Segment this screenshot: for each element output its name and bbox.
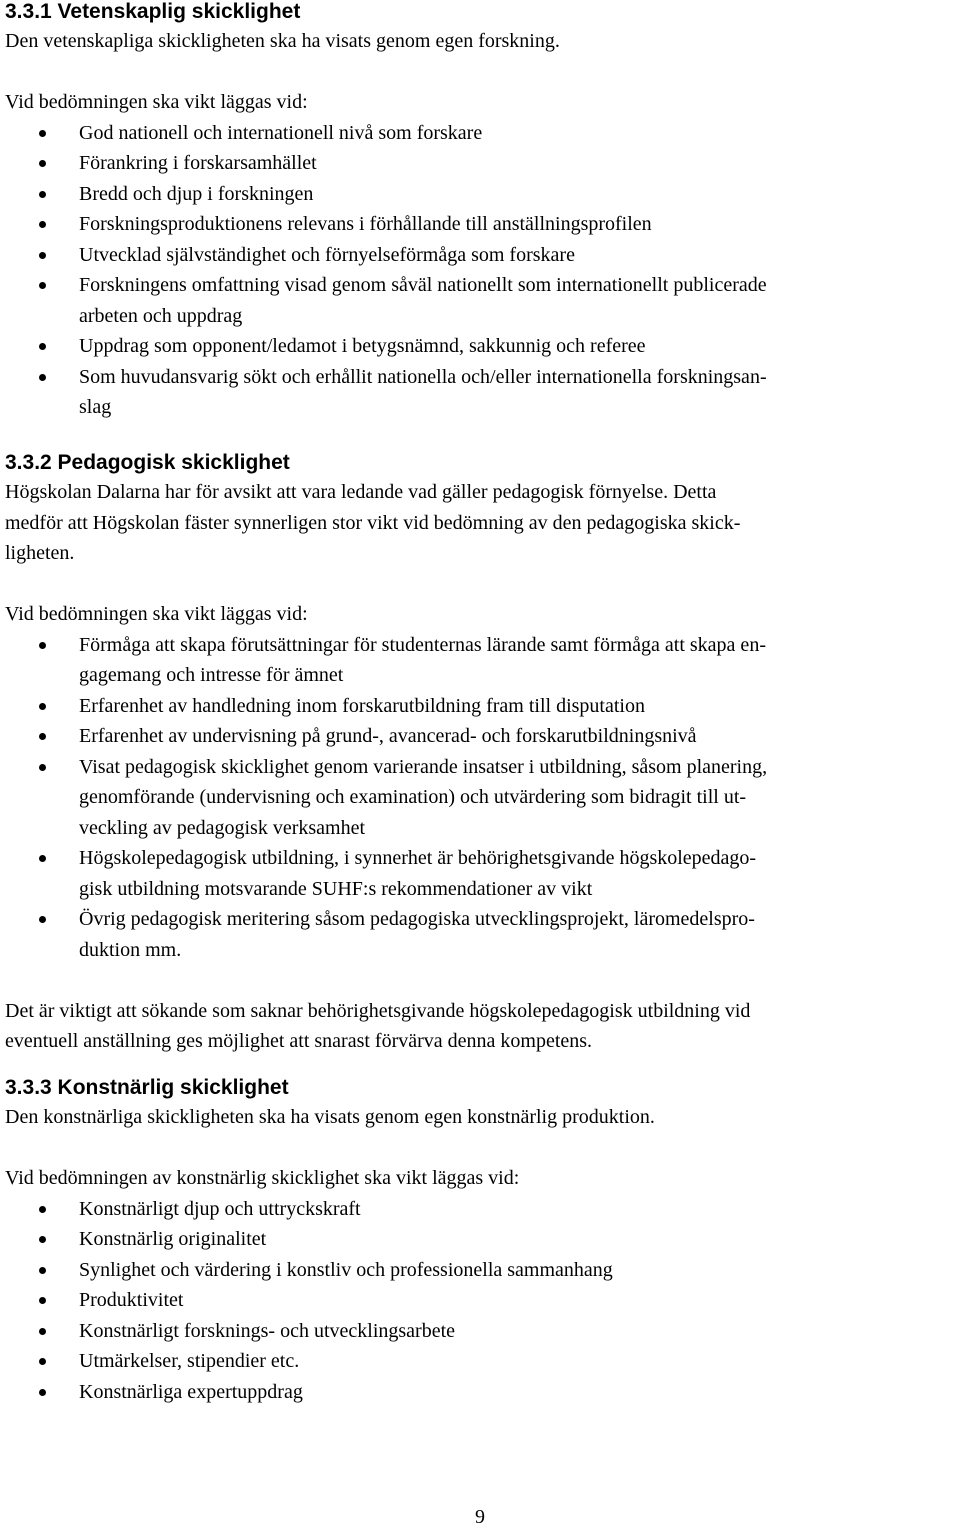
- section-3-3-2: [5, 448, 955, 1057]
- bullet-icon: [39, 191, 46, 198]
- text-line: Det är viktigt att sökande som saknar behörighetsgivande högskolepedagogisk utbildning vid: [5, 999, 751, 1022]
- list-item-text: Bredd och djup i forskningen: [79, 182, 314, 205]
- list-item-text: gisk utbildning motsvarande SUHF:s rekommendationer av vikt: [79, 877, 593, 900]
- bullet-icon: [39, 221, 46, 228]
- list-item: [5, 843, 955, 904]
- list-item-text: God nationell och internationell nivå som forskare: [79, 121, 483, 144]
- bullet-icon: [39, 1328, 46, 1335]
- bullet-list: [5, 118, 955, 423]
- list-item: [5, 630, 955, 691]
- list-item: [5, 1316, 955, 1347]
- list-item-text: Utmärkelser, stipendier etc.: [79, 1350, 300, 1372]
- section-lead: Vid bedömningen ska vikt läggas vid:: [5, 603, 308, 625]
- list-item-text: Förankring i forskarsamhället: [79, 152, 317, 174]
- list-item-text: Synlighet och värdering i konstliv och professionella sammanhang: [79, 1258, 613, 1281]
- bullet-icon: [39, 282, 46, 289]
- list-item-text: veckling av pedagogisk verksamhet: [79, 816, 366, 839]
- list-item-text: gagemang och intresse för ämnet: [79, 664, 344, 686]
- list-item: [5, 118, 955, 149]
- section-closing: [5, 996, 955, 1057]
- bullet-icon: [39, 855, 46, 862]
- list-item-text: Konstnärliga expertuppdrag: [79, 1380, 303, 1403]
- list-item: [5, 1285, 955, 1316]
- list-item: [5, 1194, 955, 1225]
- bullet-icon: [39, 1206, 46, 1213]
- list-item: [5, 331, 955, 362]
- bullet-icon: [39, 642, 46, 649]
- list-item: [5, 240, 955, 271]
- text-line: Högskolan Dalarna har för avsikt att vara ledande vad gäller pedagogisk förnyelse. Detta: [5, 481, 717, 503]
- bullet-list: [5, 1194, 955, 1408]
- list-item-text: Konstnärligt djup och uttryckskraft: [79, 1197, 361, 1220]
- section-intro: Den vetenskapliga skickligheten ska ha visats genom egen forskning.: [5, 30, 560, 52]
- list-item-text: Erfarenhet av undervisning på grund-, avancerad- och forskarutbildningsnivå: [79, 725, 697, 747]
- list-item: [5, 148, 955, 179]
- section-lead: Vid bedömningen ska vikt läggas vid:: [5, 91, 308, 113]
- list-item-text: Högskolepedagogisk utbildning, i synnerhet är behörighetsgivande högskolepedago-: [79, 847, 757, 869]
- bullet-list: [5, 630, 955, 966]
- bullet-icon: [39, 343, 46, 350]
- list-item: [5, 209, 955, 240]
- bullet-icon: [39, 374, 46, 381]
- bullet-icon: [39, 160, 46, 167]
- list-item: [5, 1377, 955, 1408]
- section-intro: [5, 477, 955, 569]
- list-item: [5, 691, 955, 722]
- list-item-text: Konstnärligt forsknings- och utvecklingsarbete: [79, 1319, 456, 1342]
- section-3-3-1: [5, 0, 955, 423]
- list-item-text: Förmåga att skapa förutsättningar för studenternas lärande samt förmåga att skapa en-: [79, 633, 766, 656]
- section-heading: 3.3.1 Vetenskaplig skicklighet: [5, 0, 301, 23]
- list-item-text: Produktivitet: [79, 1289, 184, 1311]
- list-item-text: Visat pedagogisk skicklighet genom varierande insatser i utbildning, såsom planering,: [79, 755, 768, 778]
- list-item: [5, 904, 955, 965]
- bullet-icon: [39, 1267, 46, 1274]
- list-item: [5, 752, 955, 844]
- list-item-text: Forskningsproduktionens relevans i förhållande till anställningsprofilen: [79, 213, 652, 235]
- page-number: 9: [475, 1506, 485, 1528]
- bullet-icon: [39, 1358, 46, 1365]
- list-item-text: Övrig pedagogisk meritering såsom pedagogiska utvecklingsprojekt, läromedelspro-: [79, 908, 755, 930]
- text-line: medför att Högskolan fäster synnerligen stor vikt vid bedömning av den pedagogiska skick-: [5, 511, 741, 534]
- list-item-text: Forskningens omfattning visad genom såväl nationellt som internationellt publicerade: [79, 274, 767, 296]
- bullet-icon: [39, 1236, 46, 1243]
- text-line: eventuell anställning ges möjlighet att snarast förvärva denna kompetens.: [5, 1030, 593, 1052]
- section-intro: Den konstnärliga skickligheten ska ha visats genom egen konstnärlig produktion.: [5, 1106, 655, 1128]
- list-item-text: Konstnärlig originalitet: [79, 1228, 267, 1250]
- section-3-3-3: [5, 1073, 955, 1407]
- list-item-text: Som huvudansvarig sökt och erhållit nationella och/eller internationella forskningsan-: [79, 365, 767, 388]
- list-item: [5, 270, 955, 331]
- bullet-icon: [39, 764, 46, 771]
- list-item-text: Uppdrag som opponent/ledamot i betygsnämnd, sakkunnig och referee: [79, 335, 646, 357]
- list-item-text: Erfarenhet av handledning inom forskarutbildning fram till disputation: [79, 694, 645, 717]
- bullet-icon: [39, 1389, 46, 1396]
- bullet-icon: [39, 252, 46, 259]
- bullet-icon: [39, 1297, 46, 1304]
- section-lead: Vid bedömningen av konstnärlig skicklighet ska vikt läggas vid:: [5, 1167, 520, 1189]
- list-item: [5, 362, 955, 423]
- list-item-text: arbeten och uppdrag: [79, 304, 243, 327]
- list-item-text: slag: [79, 396, 112, 418]
- list-item: [5, 179, 955, 210]
- bullet-icon: [39, 916, 46, 923]
- list-item: [5, 1255, 955, 1286]
- list-item: [5, 1224, 955, 1255]
- section-heading: 3.3.3 Konstnärlig skicklighet: [5, 1076, 289, 1099]
- bullet-icon: [39, 733, 46, 740]
- bullet-icon: [39, 703, 46, 710]
- list-item-text: Utvecklad självständighet och förnyelseförmåga som forskare: [79, 243, 575, 266]
- section-heading: 3.3.2 Pedagogisk skicklighet: [5, 451, 290, 474]
- list-item: [5, 1346, 955, 1377]
- list-item: [5, 721, 955, 752]
- text-line: ligheten.: [5, 542, 75, 564]
- list-item-text: duktion mm.: [79, 938, 182, 961]
- bullet-icon: [39, 130, 46, 137]
- list-item-text: genomförande (undervisning och examination) och utvärdering som bidragit till ut-: [79, 786, 747, 808]
